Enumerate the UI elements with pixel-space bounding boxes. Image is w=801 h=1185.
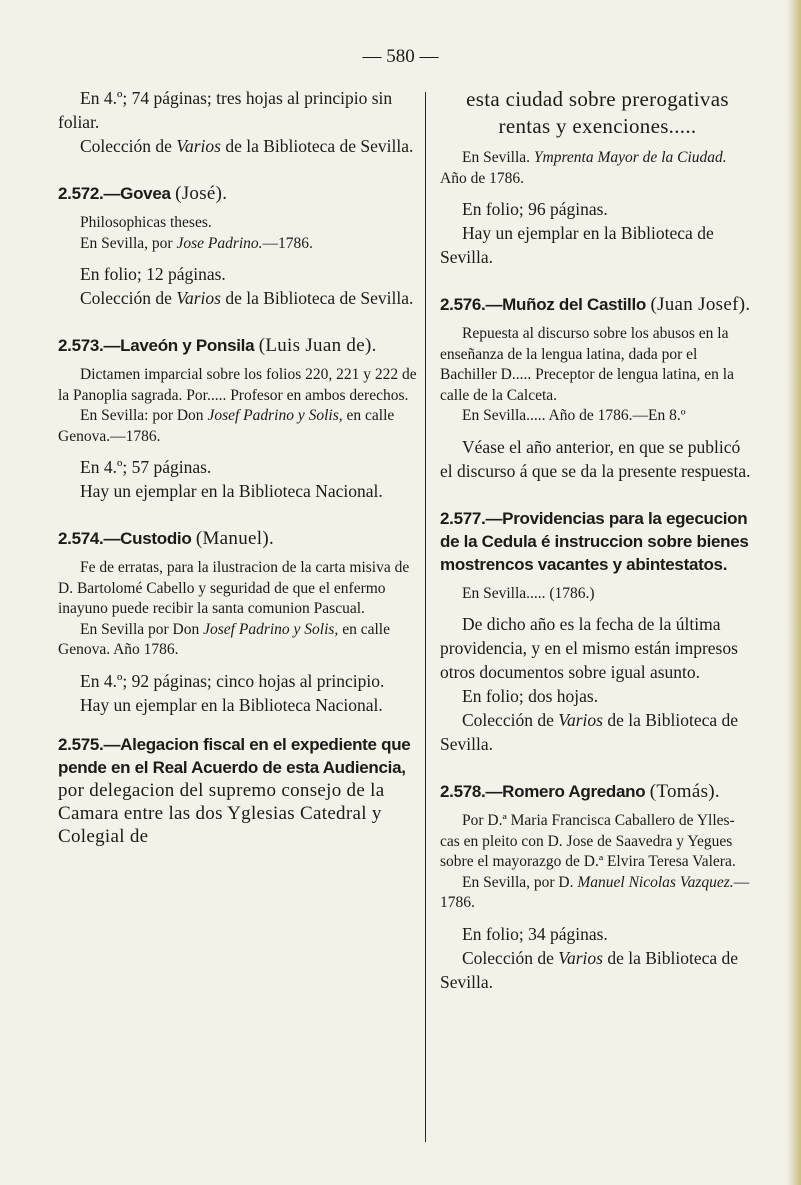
entry-heading: 2.577.—Providencias para la egecucion de la Cedula é instruccion sobre bienes mostrencos vacantes y abintestatos. (440, 508, 749, 574)
entry-2575 (58, 733, 418, 848)
entry-note: Véase el año anterior, en que se publicó el discurso á que se da la presente respuesta. (440, 436, 751, 481)
entry-heading: 2.574.—Custodio (Manuel). (58, 528, 275, 549)
entry-heading: 2.575.—Alegacion fiscal en el expediente que pende en el Real Acuerdo de esta Audiencia, por delegacion del supremo consejo de la Camara entre las dos Yglesias Catedral y Colegial de (58, 734, 411, 847)
page-edge-shadow (787, 0, 801, 1185)
entry-imprint: En Sevilla por Don Josef Padrino y Solis, en calle Genova. Año 1786. (58, 620, 390, 658)
entry-heading: 2.576.—Muñoz del Castillo (Juan Josef). (440, 294, 751, 315)
entry-collection: Colección de Varios de la Biblioteca de Sevilla. (80, 288, 414, 308)
right-column (440, 86, 755, 994)
page-number: — 580 — (362, 46, 439, 67)
entry-holding: Hay un ejemplar en la Biblioteca Nacional. (80, 694, 383, 715)
entry-2572 (58, 182, 418, 310)
entry-2574 (58, 527, 418, 717)
entry-title: Por D.ª Maria Francisca Caballero de Ylles- cas en pleito con D. Jose de Saavedra y Yegues sobre el mayorazgo de D.ª Elvira Teresa Valera. (440, 812, 736, 870)
column-divider (425, 92, 426, 1142)
entry-collection: Colección de Varios de la Biblioteca de Sevilla. (440, 947, 739, 992)
entry-extent: En 4.º; 57 páginas. (80, 457, 212, 477)
entry-imprint: En Sevilla. Ymprenta Mayor de la Ciudad. Año de 1786. (440, 149, 727, 187)
entry-holding: Hay un ejemplar en la Biblioteca Nacional. (80, 481, 383, 501)
entry-imprint: En Sevilla, por Jose Padrino.—1786. (80, 234, 313, 252)
entry-heading: 2.578.—Romero Agredano (Tomás). (440, 781, 720, 802)
entry-2577 (440, 507, 755, 757)
left-column (58, 86, 418, 848)
entry-title: Dictamen imparcial sobre los folios 220, 221 y 222 de la Panoplia sagrada. Por..... Profesor en ambos derechos. (58, 366, 417, 404)
entry-2578 (440, 780, 755, 994)
entry-note: De dicho año es la fecha de la última providencia, y en el mismo están impresos otros documentos sobre igual asunto. (440, 614, 738, 682)
intro-collection: Colección de Varios de la Biblioteca de Sevilla. (80, 136, 414, 156)
entry-extent: En folio; 12 páginas. (80, 264, 226, 284)
intro-extent: En 4.º; 74 páginas; tres hojas al principio sin foliar. (58, 88, 393, 132)
entry-extent: En folio; dos hojas. (462, 686, 599, 706)
entry-heading: 2.573.—Laveón y Ponsila (Luis Juan de). (58, 335, 377, 356)
entry-imprint: En Sevilla, por D. Manuel Nicolas Vazquez.—1786. (440, 873, 750, 911)
entry-heading: 2.572.—Govea (José). (58, 183, 228, 204)
entry-extent: En 4.º; 92 páginas; cinco hojas al principio. (80, 670, 385, 691)
entry-2575-continued: esta ciudad sobre prerogativas rentas y exenciones..... (466, 87, 729, 138)
entry-extent: En folio; 96 páginas. (462, 199, 608, 219)
entry-imprint: En Sevilla..... (1786.) (462, 584, 595, 602)
entry-extent: En folio; 34 páginas. (462, 923, 608, 944)
entry-2573 (58, 334, 418, 503)
entry-collection: Colección de Varios de la Biblioteca de Sevilla. (440, 710, 739, 754)
entry-2576 (440, 293, 755, 483)
entry-imprint: En Sevilla..... Año de 1786.—En 8.º (462, 407, 686, 424)
entry-holding: Hay un ejemplar en la Biblioteca de Sevilla. (440, 223, 714, 267)
entry-title: Repuesta al discurso sobre los abusos en la enseñanza de la lengua latina, dada por el Bachiller D..... Preceptor de lengua latina, en la calle de la Calceta. (440, 325, 734, 404)
entry-title: Philosophicas theses. (80, 214, 212, 231)
entry-imprint: En Sevilla: por Don Josef Padrino y Solis, en calle Genova.—1786. (58, 407, 395, 445)
entry-title: Fe de erratas, para la ilustracion de la carta misiva de D. Bartolomé Cabello y seguridad de que el enfermo inayuno puede recibir la santa comunion Pascual. (58, 559, 410, 617)
